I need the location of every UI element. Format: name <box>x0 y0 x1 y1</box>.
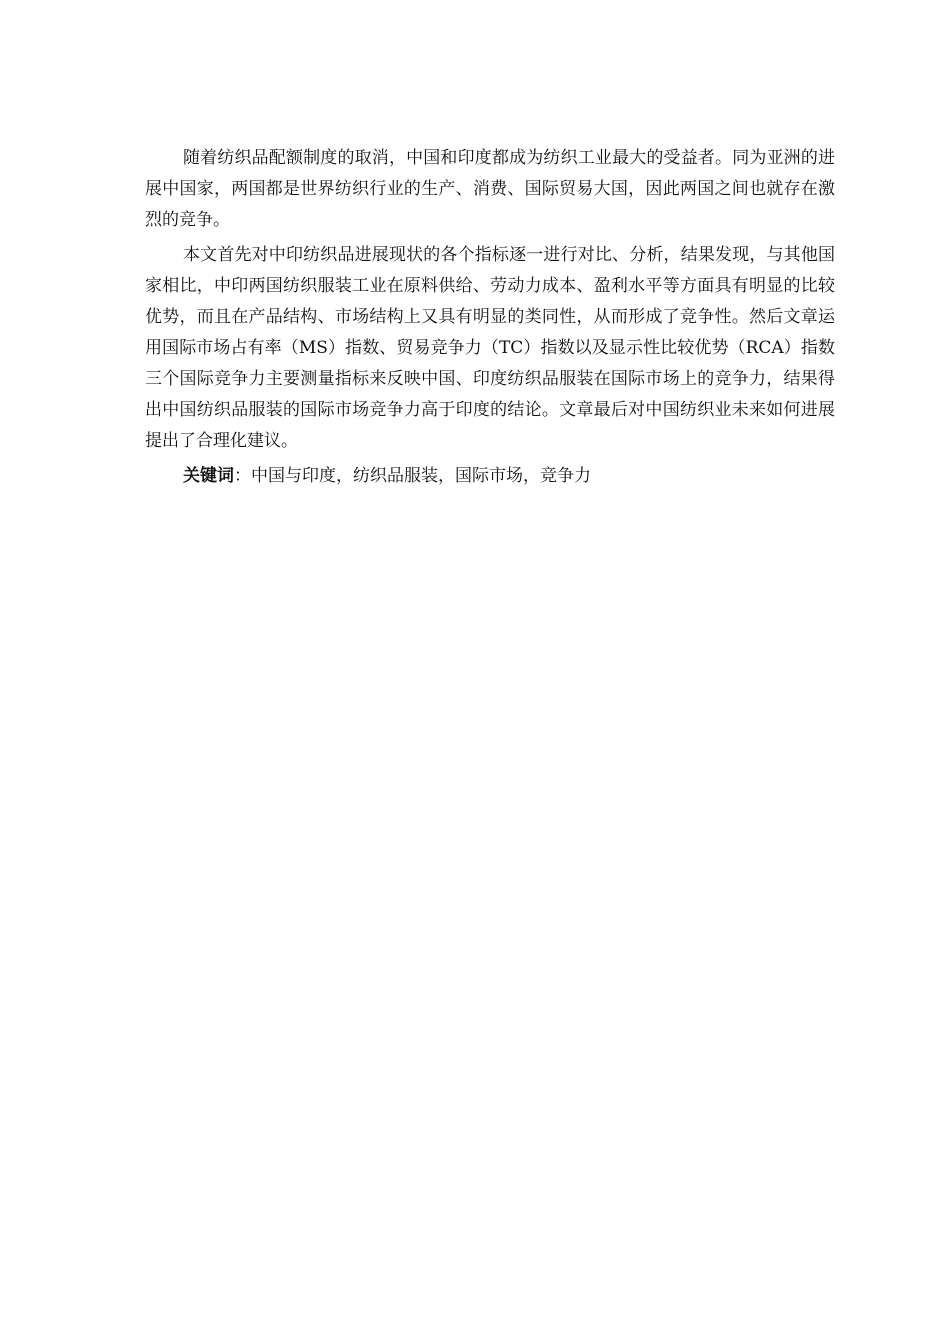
abstract-paragraph-2: 本文首先对中印纺织品进展现状的各个指标逐一进行对比、分析，结果发现，与其他国家相比，中印两国纺织服装工业在原料供给、劳动力成本、盈利水平等方面具有明显的比较优势，而且在产品结构、市场结构上又具有明显的类同性，从而形成了竞争性。然后文章运用国际市场占有率（MS）指数、贸易竞争力（TC）指数以及显示性比较优势（RCA）指数三个国际竞争力主要测量指标来反映中国、印度纺织品服装在国际市场上的竞争力，结果得出中国纺织品服装的国际市场竞争力高于印度的结论。文章最后对中国纺织业未来如何进展提出了合理化建议。 <box>145 245 835 451</box>
keywords-text: 中国与印度，纺织品服装，国际市场，竞争力 <box>251 466 591 486</box>
keywords-separator: ： <box>234 466 251 486</box>
keywords-line <box>145 461 835 492</box>
abstract-body <box>145 143 835 496</box>
keywords-label: 关键词 <box>183 466 234 486</box>
abstract-paragraph-1: 随着纺织品配额制度的取消，中国和印度都成为纺织工业最大的受益者。同为亚洲的进展中国家，两国都是世界纺织行业的生产、消费、国际贸易大国，因此两国之间也就存在激烈的竞争。 <box>145 148 835 230</box>
